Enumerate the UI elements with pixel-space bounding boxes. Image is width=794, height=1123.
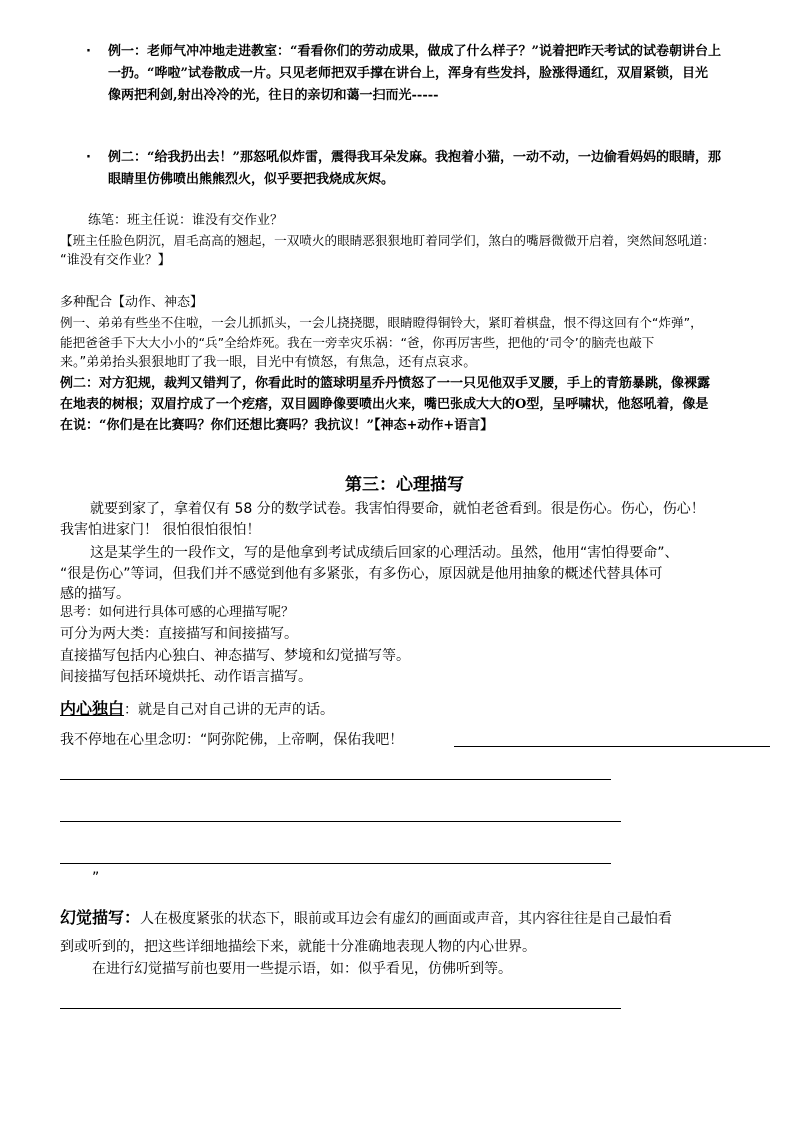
example1-line2: 一扔。“哗啦”试卷散成一片。只见老师把双手撑在讲台上，浑身有些发抖，脸涨得通红，双眉紧锁，目光	[108, 66, 708, 81]
monologue-term: 内心独白	[60, 699, 125, 718]
example2-line1: 例二：“给我扔出去！”那怒吼似炸雷，震得我耳朵发麻。我抱着小猫，一动不动，一边偷看妈妈的眼睛，那	[108, 150, 721, 165]
combo-example1-line2: 能把爸爸手下大大小小的“兵”全给炸死。我在一旁幸灾乐祸：“爸，你再厉害些，把他的‘司令’的脑壳也敲下	[60, 335, 655, 350]
section3-p2-line2: “很是伤心”等词，但我们并不感觉到他有多紧张，有多伤心，原因就是他用抽象的概述代替具体可	[60, 566, 663, 582]
answer-line[interactable]	[60, 779, 611, 780]
answer-line[interactable]	[454, 746, 770, 747]
section3-direct: 直接描写包括内心独白、神态描写、梦境和幻觉描写等。	[60, 648, 410, 664]
combo-example2-line2: 在地表的树根；双眉拧成了一个疙瘩，双目圆睁像要喷出火来，嘴巴张成大大的O型，呈呼啸状，他怒吼着，像是	[60, 397, 709, 412]
practice-answer-line1: 【班主任脸色阴沉，眉毛高高的翘起，一双喷火的眼睛恶狠狠地盯着同学们，煞白的嘴唇微微开启着，突然间怒吼道：	[60, 233, 715, 248]
combo-example1-line3: 来。”弟弟抬头狠狠地盯了我一眼，目光中有愤怒，有焦急，还有点哀求。	[60, 355, 477, 370]
illusion-definition-line1: 人在极度紧张的状态下，眼前或耳边会有虚幻的画面或声音，其内容往往是自己最怕看	[140, 911, 673, 927]
combo-example2-line1: 例二：对方犯规，裁判又错判了，你看此时的篮球明星乔丹愤怒了一一只见他双手叉腰，手上的青筋暴跳，像裸露	[60, 376, 711, 391]
answer-line[interactable]	[60, 863, 611, 864]
bullet-icon: ·	[86, 44, 91, 59]
illusion-tip: 在进行幻觉描写前也要用一些提示语，如：似乎看见，仿佛听到等。	[92, 961, 512, 977]
section3-p1-line2: 我害怕进家门！ 很怕很怕很怕！	[60, 522, 261, 538]
illusion-term: 幻觉描写：	[60, 908, 141, 927]
example1-line1: 例一：老师气冲冲地走进教室：“看看你们的劳动成果，做成了什么样子？”说着把昨天考试的试卷朝讲台上	[108, 44, 721, 59]
closing-quote: ”	[92, 870, 100, 886]
monologue-example: 我不停地在心里念叨：“阿弥陀佛，上帝啊，保佑我吧！	[60, 732, 404, 748]
combo-title: 多种配合【动作、神态】	[60, 295, 204, 310]
illusion-line1	[60, 907, 672, 931]
section3-p1-line1: 就要到家了，拿着仅有 58 分的数学试卷。我害怕得要命，就怕老爸看到。很是伤心。伤心，伤心！	[90, 501, 705, 517]
section3-title: 第三：心理描写	[345, 475, 464, 495]
example1-line3: 像两把利剑,射出冷冷的光，往日的亲切和蔼一扫而光-----	[108, 88, 439, 103]
bullet-icon: ·	[86, 150, 91, 165]
combo-example2-line3: 在说：“你们是在比赛吗？你们还想比赛吗？我抗议！”【神态+动作+语言】	[60, 418, 494, 433]
answer-line[interactable]	[60, 821, 621, 822]
section3-think: 思考：如何进行具体可感的心理描写呢？	[60, 605, 295, 620]
practice-prompt: 练笔：班主任说：谁没有交作业？	[88, 213, 284, 228]
section3-p2-line3: 感的描写。	[60, 586, 130, 602]
practice-answer-line2: “谁没有交作业？】	[60, 253, 171, 268]
section3-indirect: 间接描写包括环境烘托、动作语言描写。	[60, 669, 312, 685]
illusion-definition-line2: 到或听到的，把这些详细地描绘下来，就能十分准确地表现人物的内心世界。	[60, 939, 536, 955]
section3-categories: 可分为两大类：直接描写和间接描写。	[60, 626, 298, 642]
section3-p2-line1: 这是某学生的一段作文，写的是他拿到考试成绩后回家的心理活动。虽然，他用“害怕得要命”、	[90, 545, 679, 561]
monologue-heading	[60, 698, 334, 722]
monologue-definition: ：就是自己对自己讲的无声的话。	[124, 702, 335, 718]
combo-example1-line1: 例一、弟弟有些坐不住啦，一会儿抓抓头，一会儿挠挠腮，眼睛瞪得铜铃大，紧盯着棋盘，恨不得这回有个“炸弹”，	[60, 315, 703, 330]
example2-line2: 眼睛里仿佛喷出熊熊烈火，似乎要把我烧成灰烬。	[108, 172, 395, 187]
answer-line[interactable]	[60, 1008, 621, 1009]
